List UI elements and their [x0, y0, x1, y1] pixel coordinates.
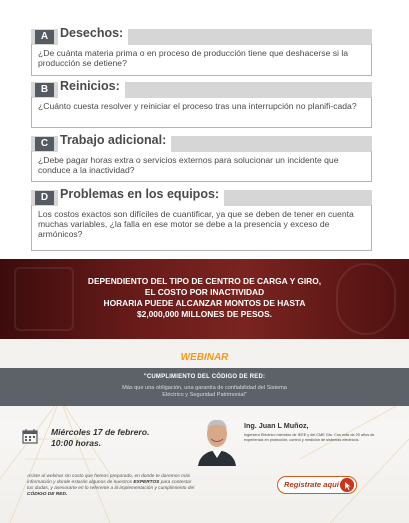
section-letter-badge: C — [35, 137, 54, 151]
section-question: ¿Cuánto cuesta resolver y reiniciar el proceso tras una interrupción no planifi-cada? — [31, 97, 372, 128]
section-title: Reinicios: — [58, 79, 125, 99]
webinar-invitation-note — [27, 474, 197, 498]
section-title: Trabajo adicional: — [58, 133, 171, 153]
webinar-heading: WEBINAR — [180, 352, 229, 363]
cost-banner — [0, 259, 409, 339]
register-button[interactable] — [277, 476, 357, 494]
webinar-subtitle-2: Eléctrico y Seguridad Patrimonial" — [162, 392, 247, 398]
section-question: ¿Debe pagar horas extra o servicios externos para solucionar un incidente que conduce a la inactividad? — [31, 151, 372, 182]
note-codigo-de-red: CÓDIGO DE RED. — [27, 492, 68, 497]
banner-line-1: DEPENDIENTO DEL TIPO DE CENTRO DE CARGA Y GIRO, — [87, 276, 322, 286]
banner-line-4: $2,000,000 MILLONES DE PESOS. — [137, 309, 272, 319]
note-expertos: EXPERTOS — [133, 480, 160, 485]
section-title: Problemas en los equipos: — [58, 187, 224, 207]
webinar-title-band — [0, 368, 409, 406]
section-question: Los costos exactos son difíciles de cuantificar, ya que se deben de tener en cuenta muchas variables, ¿la falla en ese motor se debe a la presencia y exceso de armónicos? — [31, 205, 372, 251]
webinar-date-day: Miércoles 17 de febrero. — [51, 427, 150, 437]
speaker-name: Ing. Juan L Muñoz, — [244, 421, 309, 430]
section-question: ¿De cuánta materia prima o en proceso de producción tiene que deshacerse si la producción se detiene? — [31, 44, 372, 76]
webinar-date-time: 10:00 horas. — [51, 438, 102, 448]
speaker-avatar — [196, 414, 238, 466]
section-letter-badge: B — [35, 83, 54, 97]
webinar-date — [51, 427, 149, 449]
banner-line-3: HORARIA PUEDE ALCANZAR MONTOS DE HASTA — [103, 298, 306, 308]
speaker-bio: Ingeniero Eléctrico miembro de IEEE y del CME Gto. Con más de 20 años de experiencia en protección, control y medición de sistemas eléctricos. — [244, 433, 375, 442]
webinar-title: "CUMPLIMIENTO DEL CÓDIGO DE RED: — [143, 374, 266, 380]
calendar-icon — [22, 428, 38, 444]
webinar-subtitle-1: Más que una obligación, una garantía de confiabilidad del Sistema — [122, 385, 287, 391]
click-pointer-icon — [340, 478, 354, 492]
note-text-2: para contestar tus dudas, y asesorarte en lo referente a la implementación y cumplimiento del — [27, 480, 195, 491]
register-button-label: Registrate aquí — [284, 480, 339, 489]
note-text-1: Asiste al webinar sin costo que hemos preparado, en donde te daremos más información y donde estarán algunos de nuestros — [27, 474, 191, 485]
banner-line-2: EL COSTO POR INACTIVIDAD — [144, 287, 265, 297]
section-letter-badge: D — [35, 191, 54, 205]
section-title: Desechos: — [58, 26, 128, 46]
section-letter-badge: A — [35, 30, 54, 44]
